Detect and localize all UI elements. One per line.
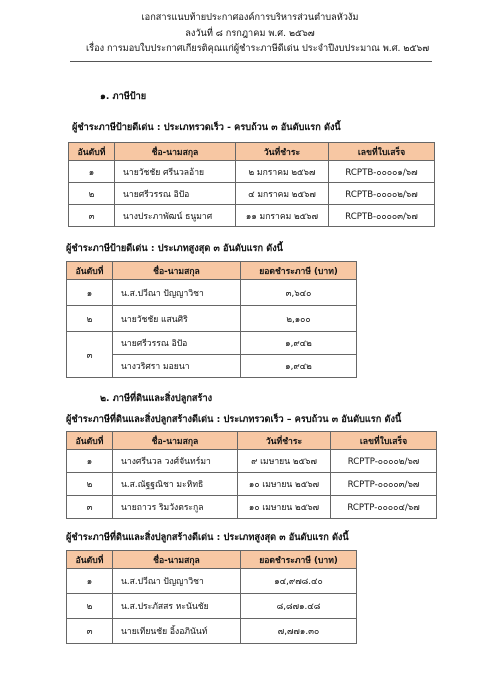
- amount-cell: ๓,๖๔๐: [241, 280, 357, 306]
- amount-cell: ๑,๙๔๒: [241, 355, 357, 378]
- header-line-1: เอกสารแนบท้ายประกาศองค์การบริหารส่วนตำบลหัวงัม: [141, 12, 359, 23]
- table-row: [67, 473, 437, 496]
- table-header-row: [67, 551, 357, 569]
- rank-cell: ๓: [67, 496, 113, 519]
- date-cell: ๙ เมษายน ๒๕๖๗: [238, 450, 331, 473]
- receipt-cell: RCPTP-๐๐๐๐๒/๖๗: [331, 450, 437, 473]
- header-line-3: เรื่อง การมอบใบประกาศเกียรติคุณแก่ผู้ชำระภาษีดีเด่น ประจำปีงบประมาณ พ.ศ. ๒๕๖๗: [86, 43, 430, 54]
- section-2-table-1: [66, 431, 437, 519]
- header-divider: [70, 61, 432, 62]
- section-1-title: ๑. ภาษีป้าย: [100, 91, 147, 102]
- col-header-rank: อันดับที่: [67, 262, 113, 280]
- table-row: [69, 183, 435, 205]
- section-2-table-2: [66, 550, 357, 644]
- section-2-table-2-caption: ผู้ชำระภาษีที่ดินและสิ่งปลูกสร้างดีเด่น : ประเภทสูงสุด ๓ อันดับแรก ดังนี้: [66, 532, 349, 543]
- col-header-name: ชื่อ-นามสกุล: [113, 432, 238, 450]
- date-cell: ๑๐ เมษายน ๒๕๖๗: [238, 473, 331, 496]
- amount-cell: ๑๔,๙๗๘.๔๐: [241, 569, 357, 594]
- col-header-receipt: เลขที่ใบเสร็จ: [331, 432, 437, 450]
- name-cell: นายศรีวรรณ อิปัอ: [113, 332, 241, 355]
- amount-cell: ๒,๑๐๐: [241, 306, 357, 332]
- name-cell: นางศรีนวล วงศ์จันทร์มา: [113, 450, 238, 473]
- rank-cell: ๓: [67, 332, 113, 378]
- receipt-cell: RCPTP-๐๐๐๐๔/๖๗: [331, 496, 437, 519]
- section-1-table-1-caption: ผู้ชำระภาษีป้ายดีเด่น : ประเภทรวดเร็ว - ครบถ้วน ๓ อันดับแรก ดังนี้: [72, 122, 341, 133]
- table-row: [67, 619, 357, 644]
- col-header-name: ชื่อ-นามสกุล: [115, 143, 236, 161]
- col-header-rank: อันดับที่: [69, 143, 115, 161]
- table-row: [67, 569, 357, 594]
- name-cell: นางประภาพัฒน์ ธนูมาศ: [115, 205, 236, 227]
- table-row: [67, 332, 357, 355]
- table-row: [67, 280, 357, 306]
- date-cell: ๑๑ มกราคม ๒๕๖๗: [236, 205, 329, 227]
- table-row: [67, 496, 437, 519]
- col-header-name: ชื่อ-นามสกุล: [113, 551, 241, 569]
- rank-cell: ๑: [67, 569, 113, 594]
- table-row: [67, 306, 357, 332]
- rank-cell: ๑: [67, 450, 113, 473]
- col-header-date: วันที่ชำระ: [236, 143, 329, 161]
- rank-cell: ๒: [67, 594, 113, 619]
- col-header-receipt: เลขที่ใบเสร็จ: [329, 143, 435, 161]
- name-cell: น.ส.ปวีณา ปัญญาวิชา: [113, 280, 241, 306]
- section-1-table-2: [66, 261, 357, 378]
- name-cell: นายเทียนชัย อิ้งอภินันท์: [113, 619, 241, 644]
- name-cell: นายศรีวรรณ อิปัอ: [115, 183, 236, 205]
- table-row: [69, 161, 435, 183]
- header-line-2: ลงวันที่ ๘ กรกฎาคม พ.ศ. ๒๕๖๗: [185, 28, 315, 39]
- col-header-date: วันที่ชำระ: [238, 432, 331, 450]
- rank-cell: ๓: [67, 619, 113, 644]
- amount-cell: ๑,๙๔๒: [241, 332, 357, 355]
- amount-cell: ๗,๗๗๑.๓๐: [241, 619, 357, 644]
- date-cell: ๑๐ เมษายน ๒๕๖๗: [238, 496, 331, 519]
- section-1-table-1: [68, 142, 435, 227]
- name-cell: น.ส.ณัฐฐณิชา มะหิทธิ: [113, 473, 238, 496]
- name-cell: นายวัชชัย แสนศิริ: [113, 306, 241, 332]
- amount-cell: ๘,๘๗๑.๔๘: [241, 594, 357, 619]
- rank-cell: ๑: [69, 161, 115, 183]
- section-2-title: ๒. ภาษีที่ดินและสิ่งปลูกสร้าง: [100, 393, 213, 404]
- receipt-cell: RCPTB-๐๐๐๐๒/๖๗: [329, 183, 435, 205]
- table-header-row: [67, 262, 357, 280]
- table-row: [69, 205, 435, 227]
- receipt-cell: RCPTB-๐๐๐๐๑/๖๗: [329, 161, 435, 183]
- col-header-rank: อันดับที่: [67, 551, 113, 569]
- col-header-amount: ยอดชำระภาษี (บาท): [241, 262, 357, 280]
- rank-cell: ๑: [67, 280, 113, 306]
- section-1-table-2-caption: ผู้ชำระภาษีป้ายดีเด่น : ประเภทสูงสุด ๓ อันดับแรก ดังนี้: [66, 243, 283, 254]
- table-header-row: [67, 432, 437, 450]
- name-cell: นายถาวร ริมวังตระกูล: [113, 496, 238, 519]
- col-header-amount: ยอดชำระภาษี (บาท): [241, 551, 357, 569]
- name-cell: น.ส.ประภัสสร หะนันชัย: [113, 594, 241, 619]
- name-cell: นายวัชชัย ศรีนวลอ้าย: [115, 161, 236, 183]
- date-cell: ๔ มกราคม ๒๕๖๗: [236, 183, 329, 205]
- rank-cell: ๒: [67, 473, 113, 496]
- col-header-rank: อันดับที่: [67, 432, 113, 450]
- receipt-cell: RCPTB-๐๐๐๐๓/๖๗: [329, 205, 435, 227]
- table-row: [67, 594, 357, 619]
- section-2-table-1-caption: ผู้ชำระภาษีที่ดินและสิ่งปลูกสร้างดีเด่น : ประเภทรวดเร็ว – ครบถ้วน ๓ อันดับแรก ดังนี้: [66, 414, 402, 425]
- table-header-row: [69, 143, 435, 161]
- rank-cell: ๒: [67, 306, 113, 332]
- name-cell: นางวริศรา มอยนา: [113, 355, 241, 378]
- rank-cell: ๓: [69, 205, 115, 227]
- table-row: [67, 450, 437, 473]
- col-header-name: ชื่อ-นามสกุล: [113, 262, 241, 280]
- receipt-cell: RCPTP-๐๐๐๐๓/๖๗: [331, 473, 437, 496]
- rank-cell: ๒: [69, 183, 115, 205]
- date-cell: ๒ มกราคม ๒๕๖๗: [236, 161, 329, 183]
- name-cell: น.ส.ปวีณา ปัญญาวิชา: [113, 569, 241, 594]
